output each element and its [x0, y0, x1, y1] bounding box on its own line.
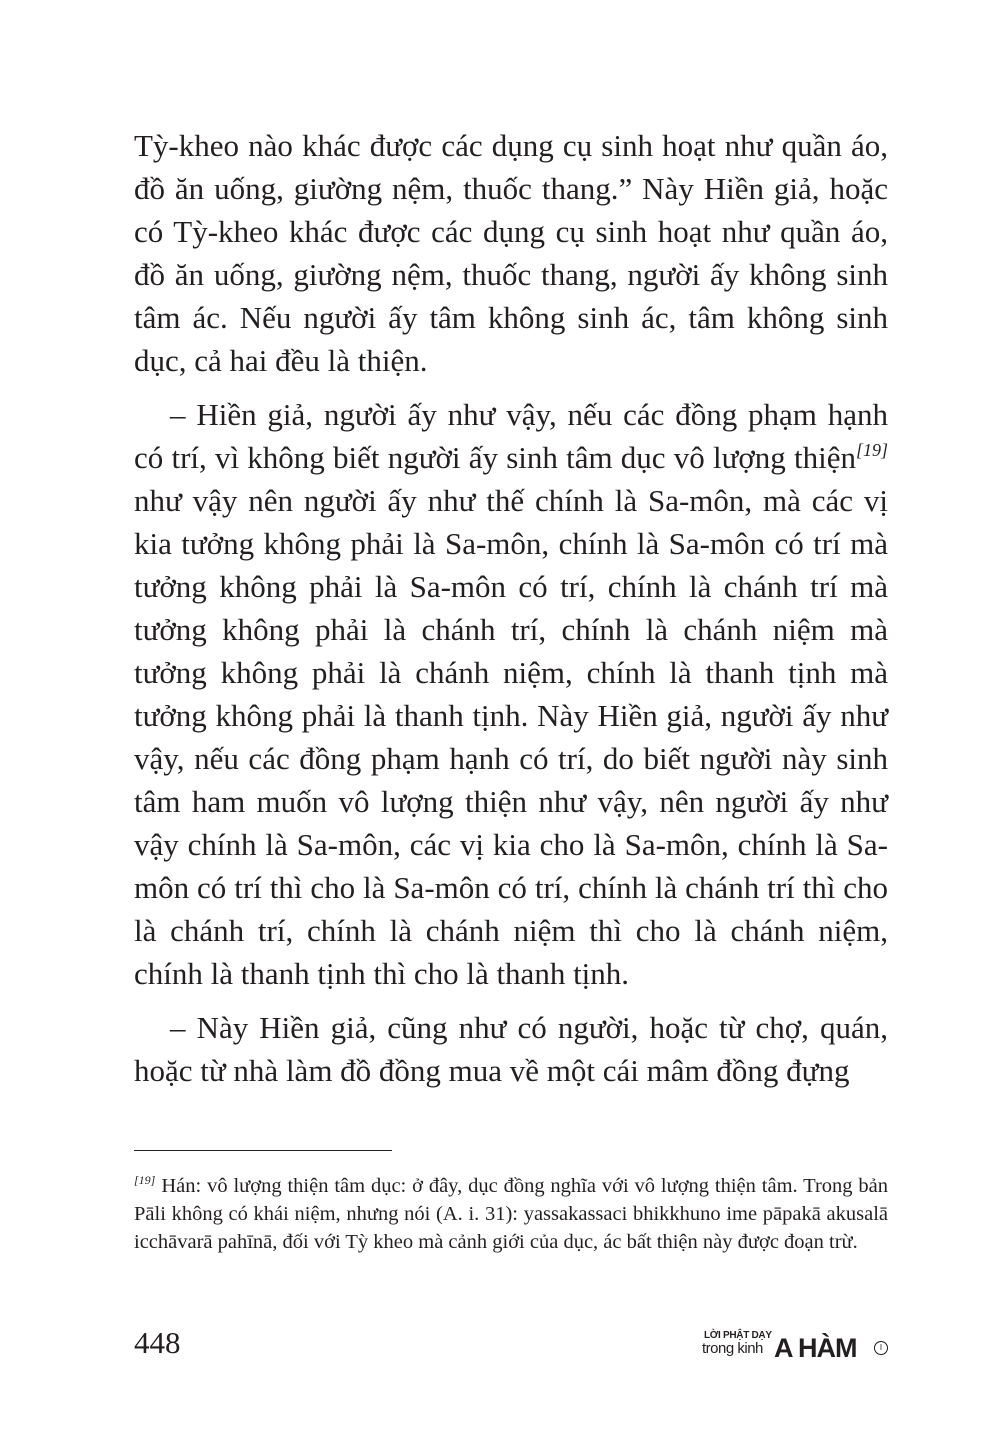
footnote-reference[interactable]: [19] [855, 440, 888, 460]
paragraph-1: Tỳ-kheo nào khác được các dụng cụ sinh hoạt như quần áo, đồ ăn uống, giường nệm, thuốc thang.” Này Hiền giả, hoặc có Tỳ-kheo khác được các dụng cụ sinh hoạt như quần áo, đồ ăn uống, giường nệm, thuốc thang, người ấy không sinh tâm ác. Nếu người ấy tâm không sinh ác, tâm không sinh dục, cả hai đều là thiện. [134, 128, 888, 378]
footnote-number: [19] [134, 1173, 156, 1187]
series-label-bottom: trong kinh [702, 1340, 763, 1357]
paragraph-3: – Này Hiền giả, cũng như có người, hoặc từ chợ, quán, hoặc từ nhà làm đồ đồng mua về một cái mâm đồng đựng [134, 1010, 888, 1088]
paragraph-2-before-ref: – Hiền giả, người ấy như vậy, nếu các đồng phạm hạnh có trí, vì không biết người ấy sinh tâm dục vô lượng thiện [134, 397, 888, 475]
volume-badge: I [874, 1341, 888, 1355]
series-title: A HÀM [774, 1333, 857, 1363]
series-label-top: LỜI PHẬT DẠY [704, 1330, 772, 1341]
footnote [134, 1172, 888, 1256]
paragraph-2-after-ref: như vậy nên người ấy như thế chính là Sa-môn, mà các vị kia tưởng không phải là Sa-môn, chính là Sa-môn có trí mà tưởng không phải là Sa-môn có trí, chính là chánh trí mà tưởng không phải là chánh trí, chính là chánh niệm mà tưởng không phải là chánh niệm, chính là thanh tịnh mà tưởng không phải là thanh tịnh. Này Hiền giả, người ấy như vậy, nếu các đồng phạm hạnh có trí, do biết người này sinh tâm ham muốn vô lượng thiện như vậy, nên người ấy như vậy chính là Sa-môn, các vị kia cho là Sa-môn, chính là Sa-môn có trí thì cho là Sa-môn có trí, chính là chánh trí thì cho là chánh trí, chính là chánh niệm thì cho là chánh niệm, chính là thanh tịnh thì cho là thanh tịnh. [134, 483, 888, 991]
main-text [134, 124, 888, 1103]
footnote-text: Hán: vô lượng thiện tâm dục: ở đây, dục đồng nghĩa với vô lượng thiện tâm. Trong bản Pāli không có khái niệm, nhưng nói (A. i. 31): yassakassaci bhikkhuno ime pāpakā akusalā icchāvarā pahīnā, đối với Tỳ kheo mà cảnh giới của dục, ác bất thiện này được đoạn trừ. [134, 1175, 888, 1253]
paragraph-2 [134, 393, 888, 995]
footnote-divider [134, 1150, 392, 1151]
page-number: 448 [134, 1325, 181, 1360]
book-series-logo [702, 1330, 892, 1366]
